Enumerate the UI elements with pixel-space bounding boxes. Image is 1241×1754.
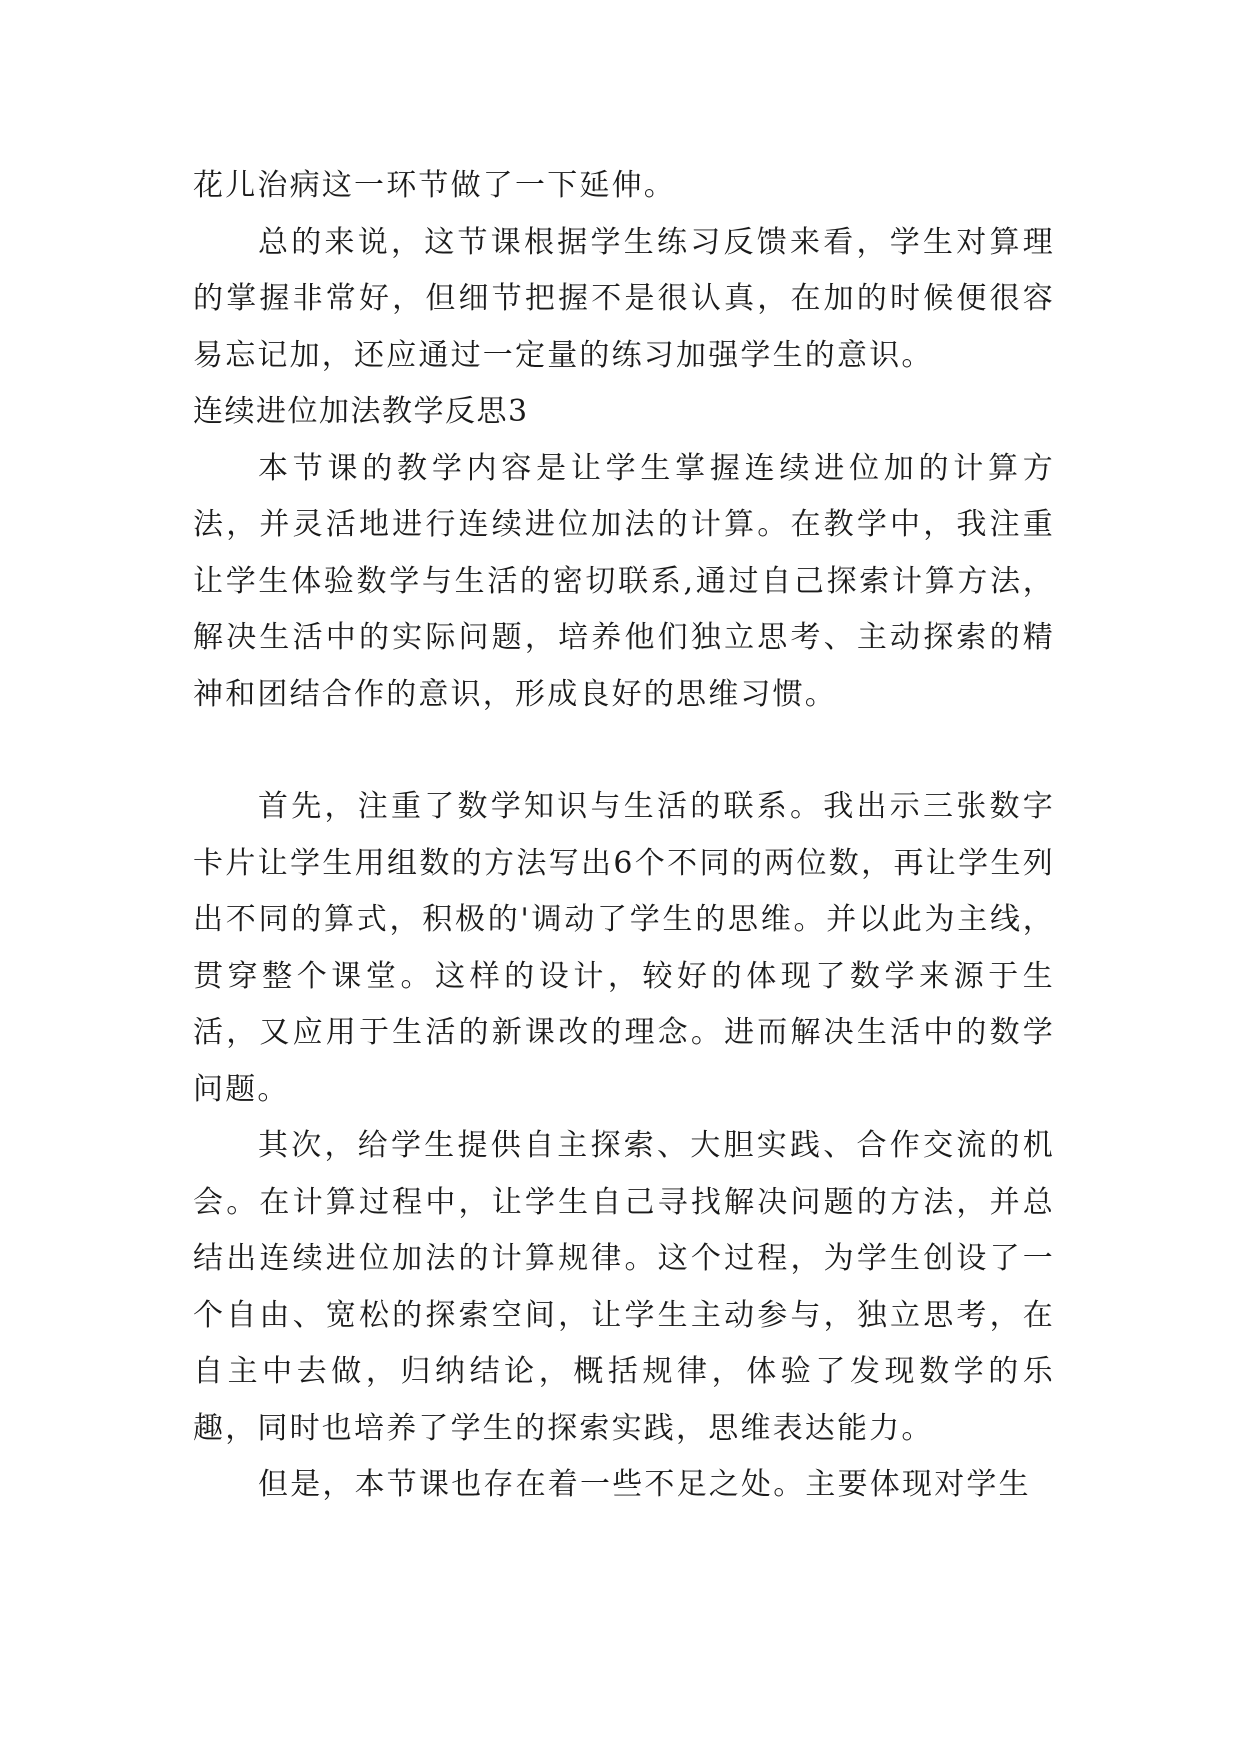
paragraph-continuation: 花儿治病这一环节做了一下延伸。 bbox=[193, 168, 676, 203]
paragraph-second: 其次，给学生提供自主探索、大胆实践、合作交流的机会。在计算过程中，让学生自己寻找解决问题的方法，并总结出连续进位加法的计算规律。这个过程，为学生创设了一个自由、宽松的探索空间，让学生主动参与，独立思考，在自主中去做，归纳结论，概括规律，体验了发现数学的乐趣，同时也培养了学生的探索实践，思维表达能力。 bbox=[193, 1128, 1055, 1446]
section-heading: 连续进位加法教学反思3 bbox=[193, 394, 529, 429]
paragraph-gap bbox=[193, 723, 1055, 779]
paragraph-summary: 总的来说，这节课根据学生练习反馈来看，学生对算理的掌握非常好，但细节把握不是很认真，在加的时候便很容易忘记加，还应通过一定量的练习加强学生的意识。 bbox=[193, 224, 1055, 373]
paragraph-shortcoming: 但是，本节课也存在着一些不足之处。主要体现对学生 bbox=[258, 1467, 1031, 1502]
paragraph-first: 首先，注重了数学知识与生活的联系。我出示三张数字卡片让学生用组数的方法写出6个不同的两位数，再让学生列出不同的算式，积极的'调动了学生的思维。并以此为主线，贯穿整个课堂。这样的设计，较好的体现了数学来源于生活，又应用于生活的新课改的理念。进而解决生活中的数学问题。 bbox=[193, 789, 1055, 1107]
document-body bbox=[193, 158, 1055, 1514]
paragraph-intro: 本节课的教学内容是让学生掌握连续进位加的计算方法，并灵活地进行连续进位加法的计算。在教学中，我注重让学生体验数学与生活的密切联系,通过自己探索计算方法，解决生活中的实际问题，培养他们独立思考、主动探索的精神和团结合作的意识，形成良好的思维习惯。 bbox=[193, 450, 1055, 712]
